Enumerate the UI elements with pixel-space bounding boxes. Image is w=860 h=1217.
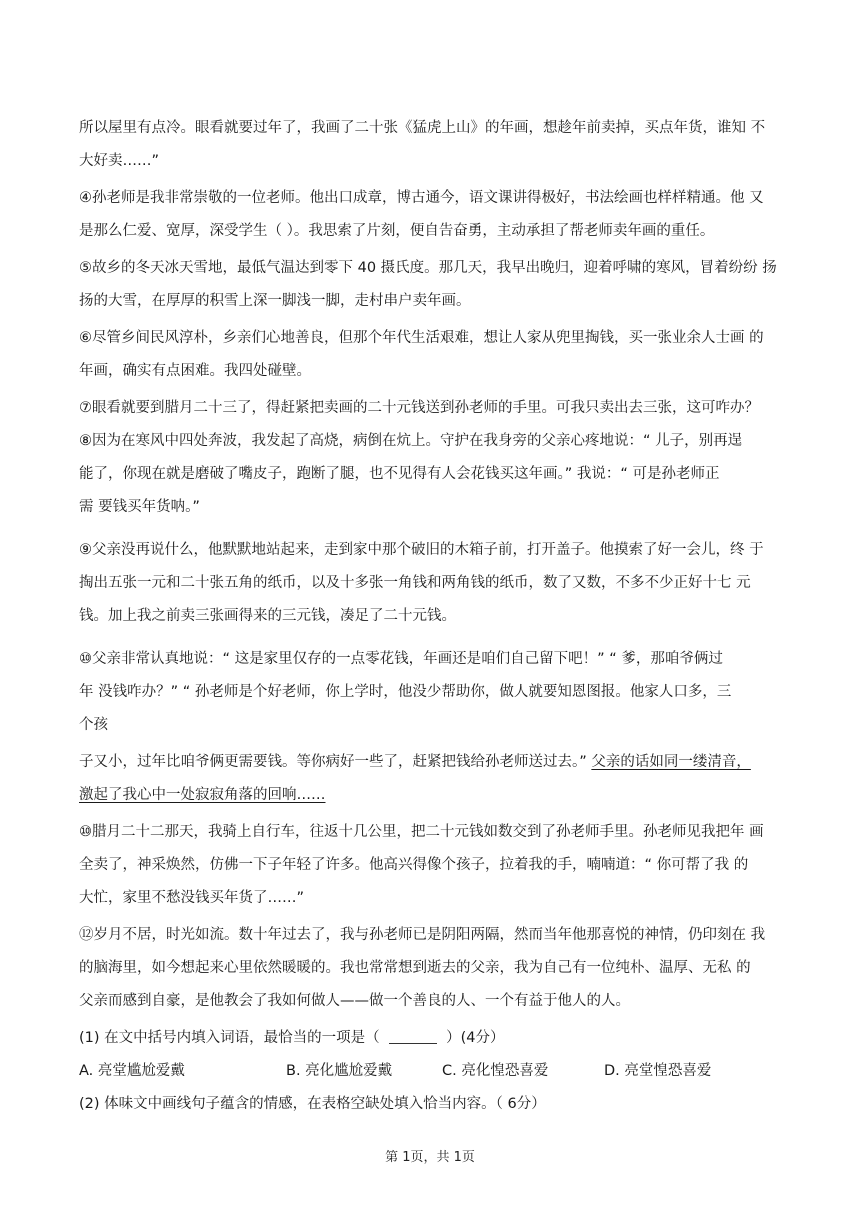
paragraph-4: ④孙老师是我非常崇敬的一位老师。他出口成章，博古通今，语文课讲得极好，书法绘画也样样精通。他 又 [79, 190, 764, 206]
text-line: 能了，你现在就是磨破了嘴皮子，跑断了腿，也不见得有人会花钱买这年画。” 我说：“ 可是孙老师正 [79, 466, 720, 482]
paragraph-7: ⑦眼看就要到腊月二十三了，得赶紧把卖画的二十元钱送到孙老师的手里。可我只卖出去三张，这可咋办？ [79, 400, 759, 416]
underlined-sentence-end: 激起了我心中一处寂寂角落的回响…… [79, 787, 326, 803]
text-line: 掏出五张一元和二十张五角的纸币，以及十多张一角钱和两角钱的纸币，数了又数，不多不少正好十七 元 [79, 575, 751, 591]
text-span: 子又小，过年比咱爷俩更需要钱。等你病好一些了，赶紧把钱给孙老师送过去。” [79, 754, 592, 770]
question-2: (2) 体味文中画线句子蕴含的情感，在表格空缺处填入恰当内容。（ 6分） [79, 1096, 546, 1112]
text-line: 的脑海里，如今想起来心里依然暖暖的。我也常常想到逝去的父亲，我为自己有一位纯朴、温厚、无私 的 [79, 960, 751, 976]
text-line: 所以屋里有点冷。眼看就要过年了，我画了二十张《猛虎上山》的年画，想趁年前卖掉，买点年货，谁知 不 [79, 120, 766, 136]
paragraph-6: ⑥尽管乡间民风淳朴，乡亲们心地善良，但那个年代生活艰难，想让人家从兜里掏钱，买一张业余人士画 的 [79, 330, 764, 346]
paragraph-11: ⑩腊月二十二那天，我骑上自行车，往返十几公里，把二十元钱如数交到了孙老师手里。孙老师见我把年 画 [79, 824, 764, 840]
underlined-sentence: 父亲的话如同一缕清音， [591, 754, 751, 770]
text-line: 父亲而感到自豪，是他教会了我如何做人——做一个善良的人、一个有益于他人的人。 [79, 993, 630, 1009]
answer-blank [389, 1029, 437, 1044]
page-footer: 第 1页，共 1页 [385, 1150, 475, 1165]
option-b: B. 亮化尴尬爱戴 [286, 1063, 393, 1079]
option-d: D. 亮堂惶恐喜爱 [604, 1063, 712, 1079]
option-a: A. 亮堂尴尬爱戴 [79, 1063, 185, 1079]
text-line [79, 746, 794, 779]
question-1-prefix: (1) 在文中括号内填入词语，最恰当的一项是（ [79, 1030, 380, 1046]
text-line: 扬的大雪，在厚厚的积雪上深一脚浅一脚，走村串户卖年画。 [79, 293, 471, 309]
text-line: 全卖了，神采焕然，仿佛一下子年轻了许多。他高兴得像个孩子，拉着我的手，喃喃道：“ 你可帮了我 的 [79, 857, 749, 873]
text-line: 是那么仁爱、宽厚，深受学生（ ）。我思索了片刻，便自告奋勇，主动承担了帮老师卖年画的重任。 [79, 223, 715, 239]
question-1 [79, 1022, 794, 1055]
option-c: C. 亮化惶恐喜爱 [442, 1063, 549, 1079]
text-line: 大忙，家里不愁没钱买年货了……” [79, 890, 305, 906]
text-line: 需 要钱买年货呐。” [79, 499, 200, 515]
paragraph-10: ⑩父亲非常认真地说：“ 这是家里仅存的一点零花钱，年画还是咱们自己留下吧！” “ 爹，那咱爷俩过 [79, 651, 723, 667]
article-body [79, 112, 794, 1121]
paragraph-5: ⑤故乡的冬天冰天雪地，最低气温达到零下 40 摄氏度。那几天，我早出晚归，迎着呼啸的寒风，冒着纷纷 扬 [79, 260, 777, 276]
question-1-suffix: ）(4分） [446, 1030, 505, 1046]
text-line: 个孩 [79, 717, 108, 733]
text-line: 大好卖……” [79, 153, 160, 169]
text-line: 钱。加上我之前卖三张画得来的三元钱，凑足了二十元钱。 [79, 608, 456, 624]
text-line: 年画，确实有点困难。我四处碰壁。 [79, 363, 311, 379]
paragraph-8: ⑧因为在寒风中四处奔波，我发起了高烧，病倒在炕上。守护在我身旁的父亲心疼地说：“ 儿子，别再逞 [79, 433, 743, 449]
paragraph-9: ⑨父亲没再说什么，他默默地站起来，走到家中那个破旧的木箱子前，打开盖子。他摸索了好一会儿，终 于 [79, 542, 764, 558]
text-line: 年 没钱咋办？” “ 孙老师是个好老师，你上学时，他没少帮助你，做人就要知恩图报。他家人口多，三 [79, 684, 732, 700]
question-1-options [79, 1055, 794, 1088]
paragraph-12: ⑫岁月不居，时光如流。数十年过去了，我与孙老师已是阴阳两隔，然而当年他那喜悦的神情，仍印刻在 我 [79, 927, 766, 943]
